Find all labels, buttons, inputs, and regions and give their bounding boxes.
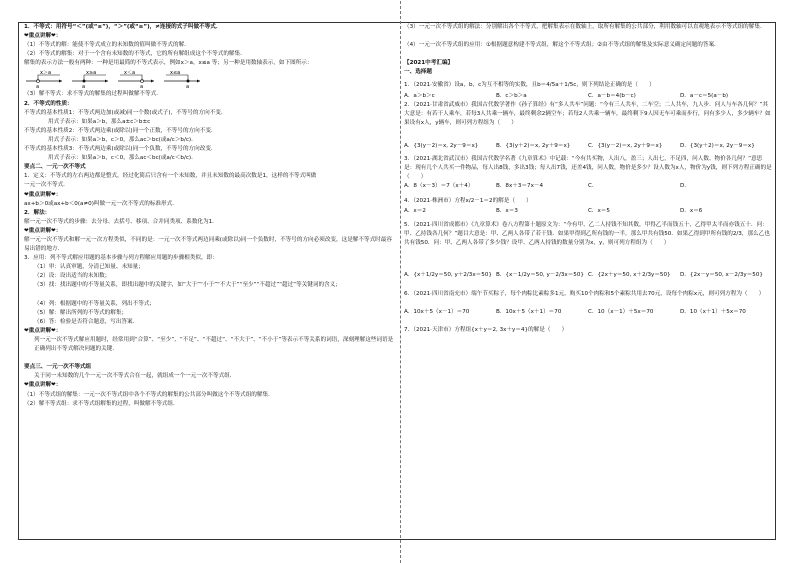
left-column [24, 23, 397, 539]
choice-c[interactable]: C．{3(y－2)＝x, 2y＋9＝x} [588, 142, 663, 149]
column-divider [400, 1, 401, 563]
choices-row [404, 137, 772, 155]
question-stem: 5．（2021·四川省成都市）《九章算术》卷八方程第十题原文为：“今有甲、乙二人持钱不知其数，甲得乙半而钱五十，乙得甲太半而亦钱五十．问：甲、乙持钱各几何？”题目大意是：甲、乙两人各带了若干钱．如果甲得到乙所有钱的一半，那么甲共有钱50．如果乙得到甲所有钱的2/3，那么乙也共有钱50．问：甲、乙两人各带了多少钱？设甲、乙两人持钱的数量分别为x，y，则可列方程组为（ ） [404, 221, 770, 246]
choice-b[interactable]: B．{x－1/2y＝50, y－2/3x＝50} [496, 272, 584, 279]
text-line: 解一元一次不等式和解一元一次方程类似，不同的是：一元一次不等式两边同乘(或除以)同一个负数时，不等号的方向必须改变，这是解不等式时最容易出错的地方． [24, 236, 392, 253]
question-2 [404, 101, 772, 155]
nl-label-1: x≥a [86, 70, 97, 77]
nl-label-0: x＞a [40, 70, 52, 77]
choice-b[interactable]: B．10x＋5（x＋1）＝70 [496, 309, 562, 316]
text-line: 列一元一次不等式解应用题时，经常用到“合算”、“至少”、“不足”、“不超过”、“不大于”、“不小于”等表示不等关系的词语，深刻理解这些词语是正确列出不等式解决问题的关键． [34, 337, 394, 353]
question-1 [404, 78, 772, 101]
choices-row [404, 308, 772, 317]
worksheet-page [18, 22, 776, 540]
step-line: （6）答：检验是否符合题意，写出答案． [34, 318, 139, 325]
nl-point-0: a [36, 84, 40, 90]
choice-b[interactable]: B．c＞b＞a [496, 92, 527, 99]
choice-c[interactable]: C．a－b＝4(b－c) [588, 92, 636, 99]
step-line: （3）找：找出题中的不等量关系，即找出题中的关键字，如“大于”“小于”“不大于”“至少”“不超过”“超过”等关键词的含义； [34, 282, 341, 289]
choice-c[interactable]: C．10（x－1）＋5x＝70 [588, 309, 654, 316]
choices-row [404, 207, 772, 216]
step-line: （2）设：设出适当的未知数； [34, 273, 111, 280]
section-heading: 要点三、一元一次不等式组 [24, 364, 92, 371]
text-line: 3．应用：列不等式解应用题的基本步骤与列方程解应用题的步骤相类似，即： [24, 255, 218, 262]
text-line: 1．定义：不等式的左右两边都是整式，经过化简后只含有一个未知数，并且未知数的最高次数是1，这样的不等式叫做 [24, 173, 317, 180]
subheading: 2．不等式的性质： [24, 100, 73, 107]
subheading: 2．解法： [24, 209, 51, 216]
choices-row [404, 266, 772, 286]
choice-a[interactable]: A．{3(y－2)＝x, 2y－9＝x} [404, 142, 479, 149]
choice-a[interactable]: A．a＞b＞c [404, 92, 435, 99]
step-line: （1）审：认真审题，分清已知量、未知量； [34, 264, 144, 271]
choice-a[interactable]: A．8（x－3）＝7（x＋4） [404, 183, 474, 190]
question-stem: 3．（2021·湖北省武汉市）我国古代数学名著《九章算术》中记载：“今有共买物，人出八，盈三；人出七，不足四，问人数、物价各几何？”意思是：现有几个人共买一件物品，每人出8钱，多出3钱；每人出7钱，还差4钱，问人数，物价是多少？设人数为x人，物价为y钱，则下列方程正确的是（ ） [404, 156, 772, 181]
choice-d[interactable]: D．x＝6 [680, 208, 703, 215]
part-title: 一、选择题 [404, 69, 432, 76]
choice-d[interactable]: D． [680, 183, 690, 190]
question-stem: 2．（2021·甘肃省武威市）我国古代数学著作《孙子算经》有“多人共车”问题：“今有三人共车，二车空；二人共车，九人步．问人与车各几何？”其大意是：有若干人乘车，若每3人共乘一辆车，最终剩余2辆空车；若每2人共乘一辆车，最终剩下9人因无车可乘而步行，问有多少人，多少辆车？如果设有x人，y辆车，则可列方程组为（ ） [404, 101, 771, 126]
question-stem: 6．（2021·四川省南充市）端午节买粽子，每个肉粽比素粽多1元，购买10个肉粽和5个素粽共用去70元，设每个肉粽x元，则可列方程为（ ） [404, 291, 765, 298]
choice-d[interactable]: D．10（x＋1）＋5x＝70 [680, 309, 746, 316]
question-5 [404, 221, 772, 287]
right-column [404, 23, 772, 539]
text-line: 解一元一次不等式的步骤：去分母、去括号、移项、合并同类项、系数化为1． [24, 218, 218, 225]
question-stem: 7．（2021·天津市）方程组{x＋y＝2, 3x＋y＝4}的解是（ ） [404, 327, 568, 334]
text-line: （3）解不等式：求不等式的解集的过程叫做解不等式． [24, 91, 162, 98]
choice-c[interactable]: C．x＝5 [588, 208, 610, 215]
text-line: 关于同一未知数的几个一元一次不等式合在一起，就组成一个一元一次不等式组． [34, 373, 236, 380]
number-line-le [162, 69, 202, 89]
section-title: 【2021中考汇编】 [404, 60, 454, 67]
number-line-row [24, 68, 397, 90]
choice-d[interactable]: D．{3(y＋2)＝x, 2y－9＝x} [680, 142, 755, 149]
text-line: 解集的表示方法一般有两种：一种是用最简的不等式表示，例如x＞a，x≤a 等；另一种是用数轴表示，如下图所示： [24, 60, 313, 67]
nl-label-3: x≤a [170, 70, 181, 77]
key-point-heading: ❤重点讲解❤： [24, 382, 62, 389]
property-line: 不等式的基本性质3：不等式两边乘(或除以)同一个负数，不等号的方向改变． [24, 146, 217, 153]
choice-c[interactable]: C． [588, 183, 598, 190]
key-point-heading: ❤重点讲解❤： [24, 227, 62, 234]
definition-line: 1．不等式：用符号“＜”(或“≤”)，“＞”(或“≥”)，≠连接的式子叫做不等式． [24, 24, 222, 30]
nl-label-2: x＜a [124, 70, 136, 77]
text-line: （1）不等式组的解集：一元一次不等式组中各个不等式的解集的公共部分叫做这个不等式组的解集． [24, 391, 274, 398]
choice-d[interactable]: D．{2x－y＝50, x－2/3y＝50} [680, 272, 763, 279]
question-stem: 1．（2021·安徽省）设a，b，c为互不相等的实数，且b＝4/5a＋1/5c，则下列结论正确的是（ ） [404, 81, 655, 88]
choice-b[interactable]: B．8x＋3＝7x－4 [496, 183, 544, 190]
question-6 [404, 290, 772, 317]
text-line: ax+b＞0或ax+b＜0(a≠0)叫做一元一次不等式的标准形式． [24, 200, 178, 207]
choice-b[interactable]: B．x＝3 [496, 208, 518, 215]
text-line: （2）解不等式组：求不等式组解集的过程，叫做解不等式组． [24, 400, 179, 407]
question-7 [404, 323, 772, 337]
text-line: （1）不等式的解：能使不等式成立的未知数的值叫做不等式的解． [24, 42, 190, 49]
choice-a[interactable]: A．{x＋1/2y＝50, y＋2/3x＝50} [404, 272, 492, 279]
choice-c[interactable]: C．{2x＋y＝50, x＋2/3y＝50} [588, 272, 671, 279]
nl-point-1: a [82, 84, 86, 90]
choice-d[interactable]: D．a－c＝5(a－b) [680, 92, 729, 99]
choices-row [404, 92, 772, 101]
key-point-heading: ❤重点讲解❤： [24, 33, 62, 40]
nl-point-3: a [186, 84, 190, 90]
key-point-heading: ❤重点讲解❤： [24, 191, 62, 198]
choice-a[interactable]: A．10x＋5（x－1）＝70 [404, 309, 470, 316]
question-3 [404, 155, 772, 191]
step-line: （5）解：解出所列的不等式的解集； [34, 309, 128, 316]
text-line: 一元一次不等式． [24, 182, 69, 189]
section-heading: 要点二、一元一次不等式 [24, 164, 86, 171]
key-point-heading: ❤重点讲解❤： [24, 327, 62, 334]
text-line: （2）不等式的解集：对于一个含有未知数的不等式，它的所有解组成这个不等式的解集． [24, 51, 246, 58]
number-line-gt [24, 69, 64, 89]
step-line: （4）列：根据题中的不等量关系，列出不等式； [34, 300, 156, 307]
question-stem: 4．（2021·株洲市）方程x/2－1＝2的解是（ ） [404, 198, 532, 205]
number-line-ge [70, 69, 110, 89]
property-line: 不等式的基本性质1：不等式两边加(或减)同一个数(或式子)，不等号的方向不变． [24, 109, 227, 116]
text-line: （3）一元一次不等式组的解法：分别解出各个不等式，把解集表示在数轴上，取所有解集的公共部分，利用数轴可以直观地表示不等式组的解集． [404, 24, 766, 30]
number-line-lt [116, 69, 156, 89]
choice-a[interactable]: A．x＝2 [404, 208, 426, 215]
formula-line: 用式子表示：如果a＞b，c＜0，那么ac＜bc(或a/c＜b/c)． [48, 155, 197, 162]
property-line: 不等式的基本性质2：不等式两边乘(或除以)同一个正数，不等号的方向不变． [24, 127, 217, 134]
nl-point-2: a [140, 84, 144, 90]
formula-line: 用式子表示：如果a＞b，那么a±c＞b±c [48, 118, 151, 125]
choices-row [404, 182, 772, 191]
formula-line: 用式子表示：如果a＞b，c＞0，那么ac＞bc(或a/c＞b/c)． [48, 136, 197, 143]
question-4 [404, 195, 772, 216]
text-line: （4）一元一次不等式组的应用：①根据题意构建不等式组，解这个不等式组；②由不等式组的解集及实际意义确定问题的答案． [404, 42, 720, 49]
choice-b[interactable]: B．{3(y＋2)＝x, 2y＋9＝x} [496, 142, 571, 149]
